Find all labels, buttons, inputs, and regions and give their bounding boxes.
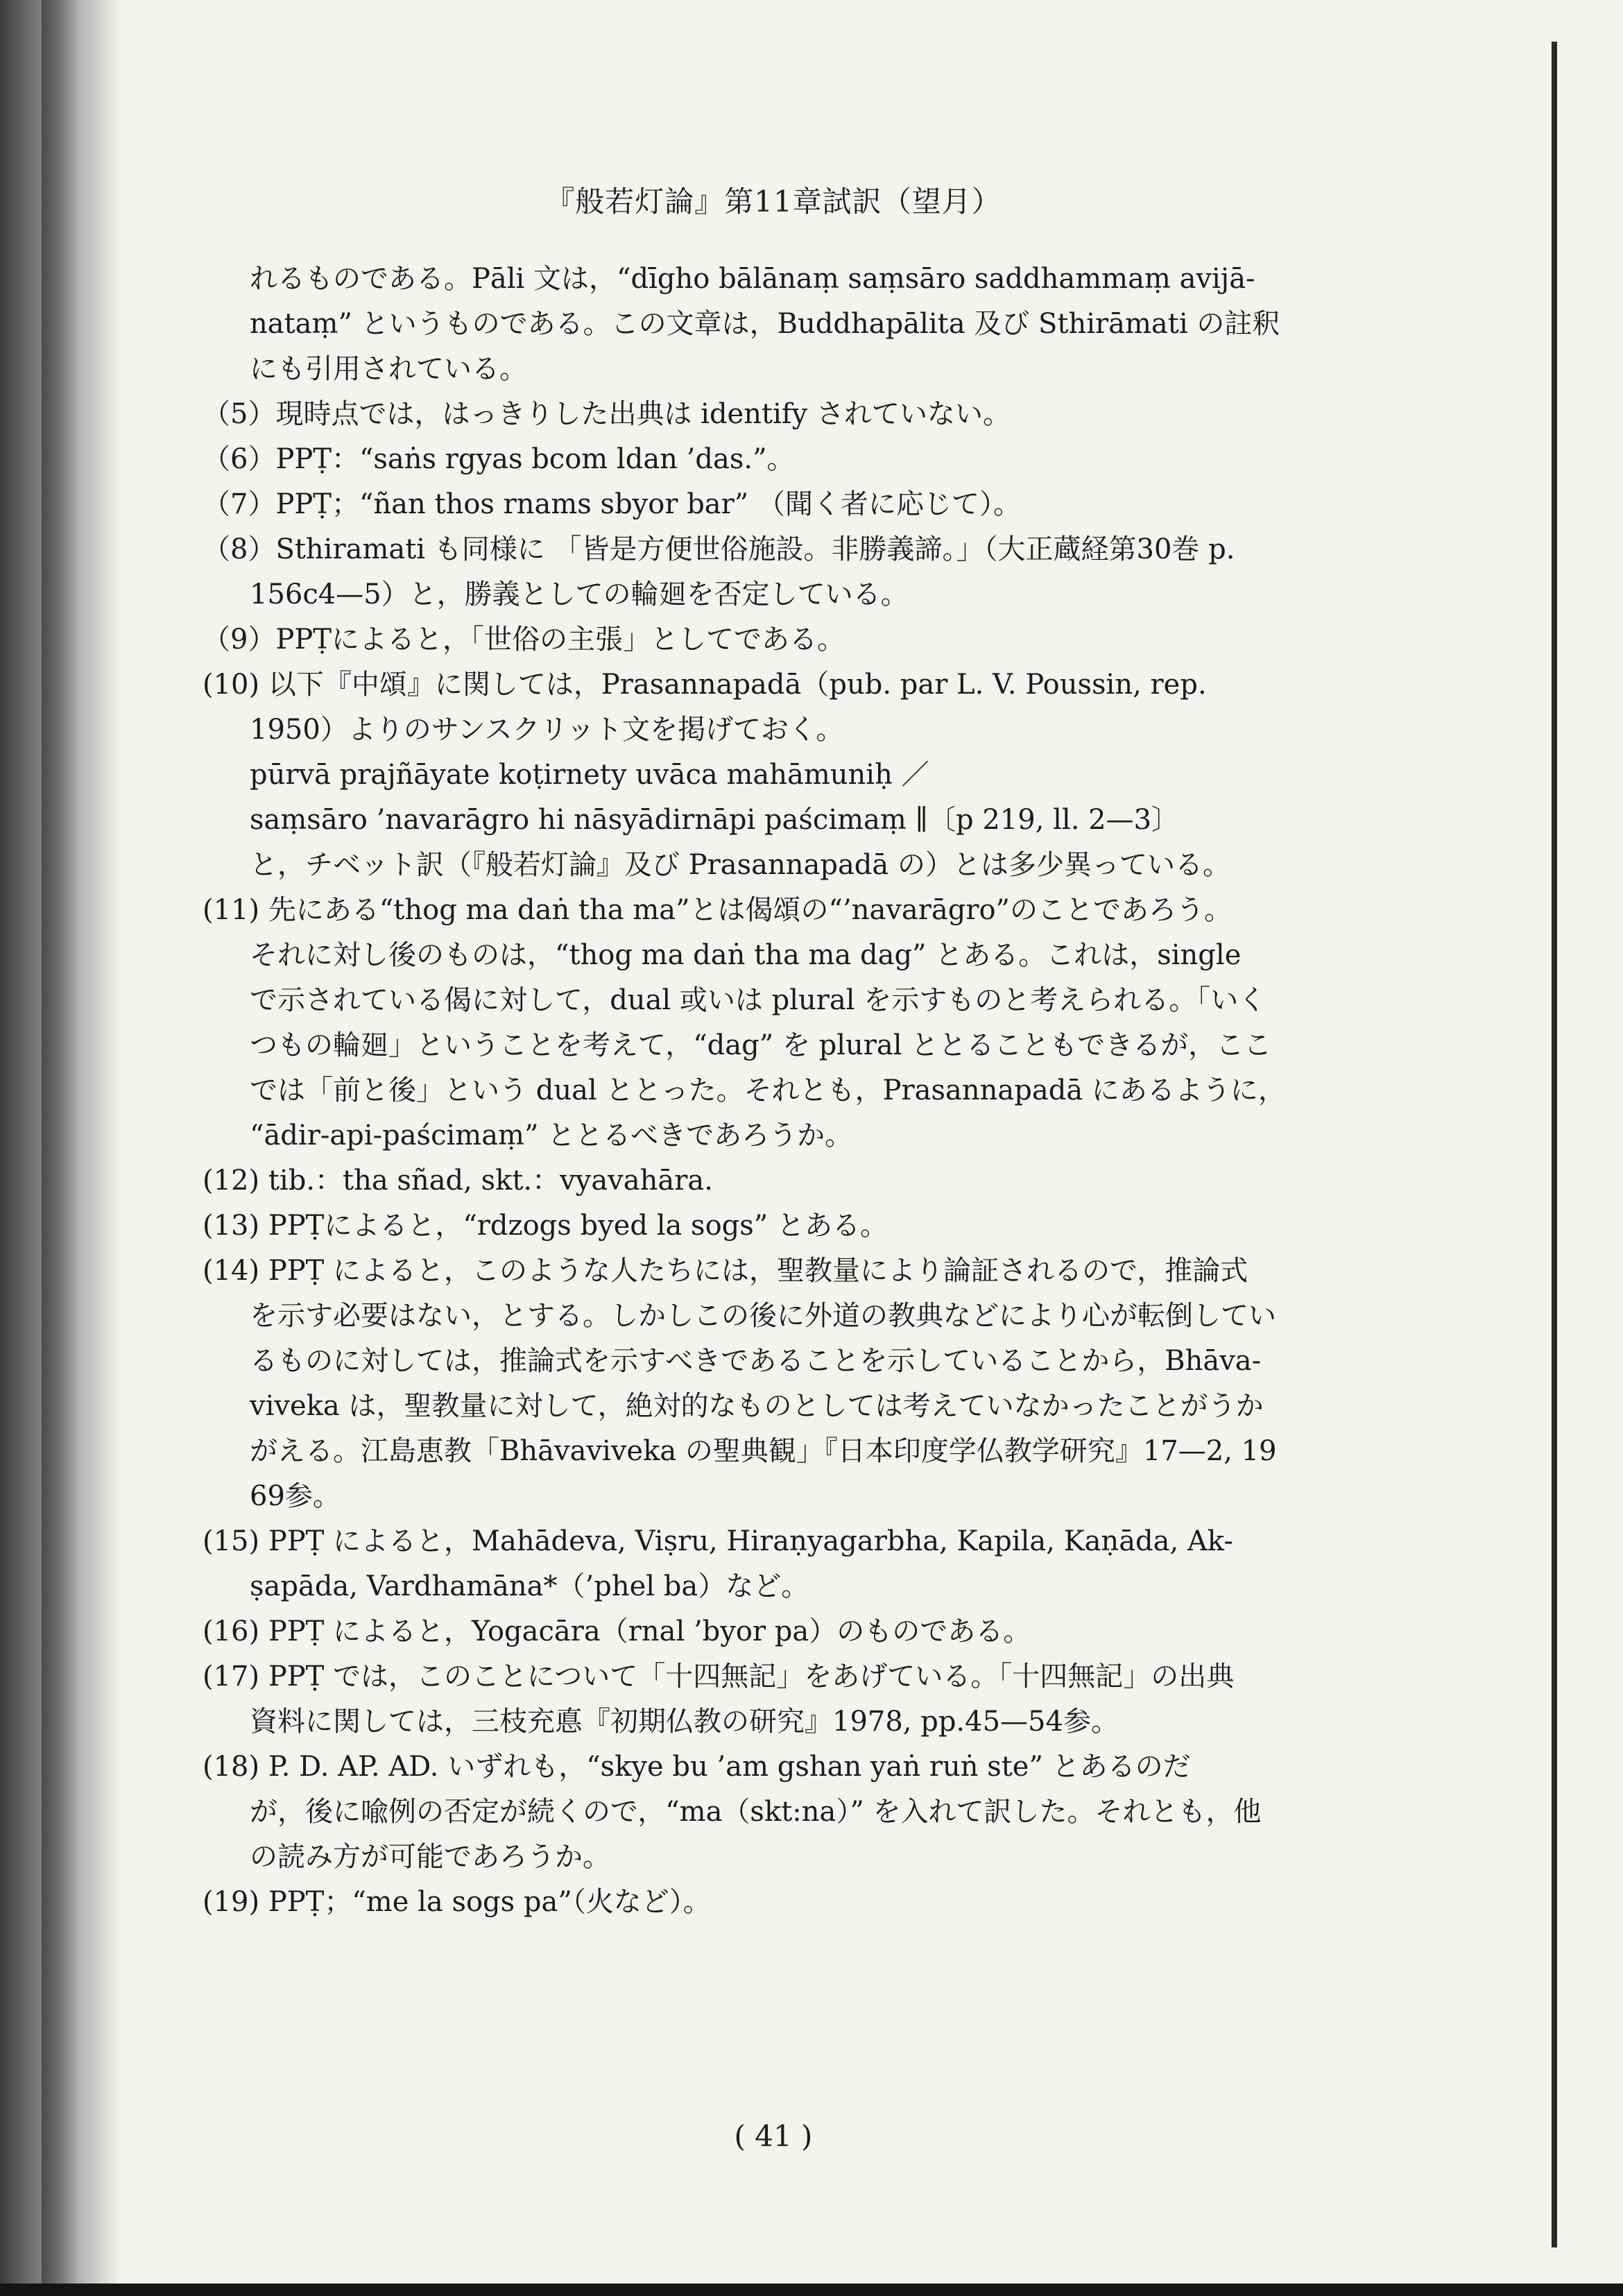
text-line: るものに対しては，推論式を示すべきであることを示していることから，Bhāva- bbox=[250, 1345, 1262, 1377]
note-7: （7）PPṬ；“ñan thos rnams sbyor bar” （聞く者に応じて）。 bbox=[203, 488, 1021, 520]
page-number: ( 41 ) bbox=[734, 2119, 813, 2153]
note-9: （9）PPṬによると，「世俗の主張」としてである。 bbox=[203, 624, 845, 656]
text-line: の読み方が可能であろうか。 bbox=[250, 1841, 610, 1873]
notes-body bbox=[203, 257, 1382, 1925]
text-line: では「前と後」という dual ととった。それとも，Prasannapadā にあるように， bbox=[250, 1074, 1286, 1106]
note-5: （5）現時点では，はっきりした出典は identify されていない。 bbox=[203, 398, 1011, 430]
text-line: 資料に関しては，三枝充悳『初期仏教の研究』1978, pp.45—54参。 bbox=[250, 1706, 1119, 1738]
text-line: を示す必要はない，とする。しかしこの後に外道の教典などにより心が転倒してい bbox=[250, 1300, 1276, 1332]
text-line: 1950）よりのサンスクリット文を掲げておく。 bbox=[250, 714, 844, 746]
note-13: (13) PPṬによると，“rdzogs byed la sogs” とある。 bbox=[203, 1210, 888, 1242]
text-line: が，後に喩例の否定が続くので，“ma（skt:na）” を入れて訳した。それとも，他 bbox=[250, 1796, 1262, 1828]
text-line: にも引用されている。 bbox=[250, 353, 527, 385]
text-line: れるものである。Pāli 文は，“dīgho bālānaṃ saṃsāro saddhammaṃ avijā- bbox=[250, 263, 1255, 295]
note-19: (19) PPṬ；“me la sogs pa”（火など）。 bbox=[203, 1886, 711, 1918]
text-line: がえる。江島恵教「Bhāvaviveka の聖典観」『日本印度学仏教学研究』17—2, 19 bbox=[250, 1435, 1277, 1467]
text-line: つもの輪廻」ということを考えて，“dag” を plural ととることもできるが，ここ bbox=[250, 1029, 1272, 1061]
text-line: nataṃ” というものである。この文章は，Buddhapālita 及び Sthirāmati の註釈 bbox=[250, 308, 1280, 340]
note-16: (16) PPṬ によると，Yogacāra（rnal ’byor pa）のものである。 bbox=[203, 1616, 1031, 1647]
sanskrit-verse-line: saṃsāro ’navarāgro hi nāsyādirnāpi paścimaṃ ∥〔p 219, ll. 2—3〕 bbox=[250, 804, 1180, 836]
text-line: “ādir-api-paścimaṃ” ととるべきであろうか。 bbox=[250, 1120, 853, 1151]
note-18: (18) P. D. AP. AD. いずれも，“skye bu ’am gshan yaṅ ruṅ ste” とあるのだ bbox=[203, 1751, 1191, 1783]
book-gutter bbox=[42, 0, 80, 2296]
note-14: (14) PPṬ によると，このような人たちには，聖教量により論証されるので，推論式 bbox=[203, 1255, 1248, 1287]
text-line: と，チベット訳（『般若灯論』及び Prasannapadā の）とは多少異っている。 bbox=[250, 849, 1230, 881]
text-line: それに対し後のものは，“thog ma daṅ tha ma dag” とある。これは，single bbox=[250, 939, 1242, 971]
note-10: (10) 以下『中頌』に関しては，Prasannapadā（pub. par L. V. Poussin, rep. bbox=[203, 669, 1207, 701]
text-line: ṣapāda, Vardhamāna*（’phel ba）など。 bbox=[250, 1570, 809, 1602]
note-8: （8）Sthiramati も同様に 「皆是方便世俗施設。非勝義諦。」（大正蔵経第30巻 p. bbox=[203, 533, 1235, 565]
page-header: 『般若灯論』第11章試訳（望月） bbox=[545, 185, 1002, 219]
note-15: (15) PPṬ によると，Mahādeva, Viṣru, Hiraṇyagarbha, Kapila, Kaṇāda, Ak- bbox=[203, 1525, 1233, 1557]
note-17: (17) PPṬ では，このことについて「十四無記」をあげている。「十四無記」の出典 bbox=[203, 1661, 1235, 1693]
text-line: 69参。 bbox=[250, 1480, 341, 1512]
note-11: (11) 先にある“thog ma daṅ tha ma”とは偈頌の“’navarāgro”のことであろう。 bbox=[203, 894, 1233, 926]
sanskrit-verse-line: pūrvā prajñāyate koṭirnety uvāca mahāmuniḥ ／ bbox=[250, 759, 929, 791]
text-line: viveka は，聖教量に対して，絶対的なものとしては考えていなかったことがうか bbox=[250, 1390, 1264, 1422]
text-line: で示されている偈に対して，dual 或いは plural を示すものと考えられる。「いく bbox=[250, 984, 1266, 1016]
text-line: 156c4—5）と，勝義としての輪廻を否定している。 bbox=[250, 579, 909, 610]
right-edge-rule bbox=[1552, 42, 1557, 2247]
note-6: （6）PPṬ：“saṅs rgyas bcom ldan ’das.”。 bbox=[203, 443, 795, 475]
note-12: (12) tib.：tha sñad, skt.：vyavahāra. bbox=[203, 1165, 713, 1197]
bottom-edge-rule bbox=[0, 2284, 1623, 2296]
